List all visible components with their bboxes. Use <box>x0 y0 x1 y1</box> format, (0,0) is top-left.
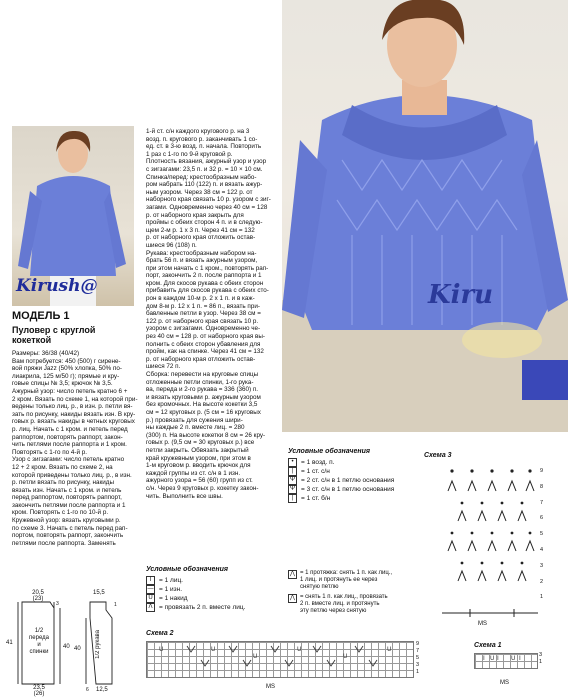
row-number: 9 <box>416 641 420 647</box>
single-crochet-icon: | <box>288 494 297 503</box>
text-line: р. от наборного края отложить остав- <box>146 355 256 363</box>
text-line: и вязать круговыми р. ажурным узором <box>146 393 261 401</box>
text-line: говых р. вязать накиды в четных круговых <box>12 418 135 426</box>
text-line: брать 56 п. и вязать ажурным узором, <box>146 257 258 265</box>
svg-text:U: U <box>159 646 164 653</box>
yarn-over-icon: U <box>146 594 155 603</box>
text-line: Спинка/перед: крестообразным набо- <box>146 173 257 181</box>
text-line: каждой группы из ст. с/н в 1 изн. <box>146 469 241 477</box>
text-line: петлями после раппорта. Заменять <box>12 539 116 547</box>
text-line: с зигзагами: 23,5 п. и 32 р. = 10 × 10 см. <box>146 165 263 173</box>
row-number: 3 <box>539 652 543 658</box>
legend-label: = 1 лиц. <box>159 577 183 584</box>
text-line: 122 р. от наборного края связать 10 р. <box>146 317 259 325</box>
text-line: вой пряжи Jazz (50% хлопка, 50% по- <box>12 365 122 373</box>
text-line: (300) п. На высоте кокетки 8 см = 26 кру- <box>146 431 266 439</box>
text-line: 1-м круговом р. вводить крючок для <box>146 462 251 470</box>
text-line: чить петлями после раппорта и 1 кром. <box>12 441 127 449</box>
text-line: закончить петлями после раппорта и 1 <box>12 501 126 509</box>
text-line: ром набрать 110 (122) п. и вязать ажур- <box>146 181 263 189</box>
text-line: дом 8-м р. 12 х 1 п. = 86 п., вязать при- <box>146 302 260 310</box>
text-line: с/н. Через 9 круговых р. кокетку закон- <box>146 484 259 492</box>
legend-item <box>146 585 286 594</box>
text-line: р. петли вязать по рисунку, накиды <box>12 479 114 487</box>
text-line: без кромочных. На высоте кокетки 3,5 <box>146 401 258 409</box>
text-line: зать по рисунку, накиды вязать изн. В кру- <box>12 410 136 418</box>
row-number: 3 <box>540 562 544 569</box>
text-line: пройм, как на спинке. Через 41 см = 132 <box>146 348 264 356</box>
text-line: бавленные петли в узор. Через 38 см = <box>146 310 261 318</box>
front-height-total: 41 <box>6 640 13 646</box>
text-line: шиеся 72 п. <box>146 363 181 371</box>
text-line: рез 40 см = 128 р. от наборного края вы- <box>146 333 266 341</box>
text-line: Плотность вязания, ажурный узор и узор <box>146 158 267 166</box>
text-line: шиеся 96 (108) п. <box>146 241 197 249</box>
text-line: р.) провязать для сужения шири- <box>146 416 243 424</box>
legend-label: = 1 изн. <box>159 586 183 593</box>
row-number: 1 <box>416 669 420 675</box>
front-bottom-width: 23,5 (26) <box>33 685 45 697</box>
legend-item <box>288 458 428 467</box>
svg-text:I: I <box>483 655 485 662</box>
text-line: полнить с обеих сторон убавления для <box>146 340 261 348</box>
legend-label: = 1 накид <box>159 595 188 602</box>
svg-text:U: U <box>211 646 216 653</box>
sl1-k2tog-psso-icon: ⋀ <box>288 594 297 603</box>
text-line: раппортом, повторять раппорт, закон- <box>12 433 123 441</box>
text-line: возд. п. кругового р. заканчивать 1 со- <box>146 135 258 143</box>
text-line: р. от наборного края закрыть для <box>146 211 244 219</box>
sleeve-notch-b: 6 <box>86 687 89 693</box>
instructions-column-1 <box>12 350 142 547</box>
front-height-body: 40 <box>63 644 70 650</box>
text-line: ажурного узора = 56 (60) групп из ст. <box>146 477 253 485</box>
text-line: Повторять с 1-го по 4-й р. <box>12 448 87 456</box>
text-line: прибавить для скосов рукава с обеих сто- <box>146 287 269 295</box>
sleeve-bottom-width: 12,5 <box>96 687 108 693</box>
text-line: Узор с зигзагами: число петель кратно <box>12 456 125 464</box>
text-line: 1 раз с 1-го по 9-й круговой р. <box>146 150 233 158</box>
text-line: Размеры: 36/38 (40/42) <box>12 350 80 357</box>
row-number: 9 <box>540 468 544 474</box>
text-line: р. от наборного края отложить остав- <box>146 234 256 242</box>
legend-crochet: Условные обозначения • = 1 возд. п. | = 1 ст. с/н Ψ = 2 ст. с/н в 1 петлю основания Ψ = 3 ст. с/н в 1 петлю основания | = 1 ст. б/н <box>288 448 428 503</box>
schema-2-title: Схема 2 <box>146 630 174 637</box>
text-line: по схеме 3. Начать с петель перед рап- <box>12 524 128 532</box>
legend-item <box>146 576 286 585</box>
legend-item <box>146 594 286 603</box>
row-number: 1 <box>539 659 543 665</box>
front-piece-label: 1/2 переда и спинки <box>29 628 49 655</box>
text-line: 12 + 2 кром. Вязать по схеме 2, на <box>12 463 113 471</box>
legend-label: = провязать 2 п. вместе лиц. <box>159 604 246 611</box>
row-number: 4 <box>540 546 544 553</box>
text-line: кром. Повторять с 1-го по 10-й р. <box>12 509 109 517</box>
row-number: 1 <box>540 594 544 601</box>
knit-stitch-icon: I <box>146 576 155 585</box>
double-crochet-icon: | <box>288 467 297 476</box>
row-number: 3 <box>416 662 420 668</box>
text-line: край кружевным узором, при этом в <box>146 454 251 462</box>
schema-1-chart <box>474 653 538 669</box>
svg-text:U: U <box>490 655 495 662</box>
chain-stitch-icon: • <box>288 458 297 467</box>
legend-label: = 1 ст. с/н <box>301 468 330 475</box>
model-subtitle: Пуловер с круглой кокеткой <box>12 325 96 345</box>
schema-3-chart <box>442 463 538 623</box>
text-line: говые спицы № 3,5; крючок № 3,5. <box>12 380 113 388</box>
schema-3-title: Схема 3 <box>424 452 452 459</box>
row-number: 2 <box>540 578 544 585</box>
text-line: вязать изн. Начать с 1 кром. и петель <box>12 486 122 494</box>
legend-item <box>288 485 428 494</box>
text-line: 1-й ст. с/н каждого кругового р. на 3 <box>146 128 250 135</box>
schema-2-chart <box>146 641 414 678</box>
purl-stitch-icon: — <box>147 586 154 592</box>
svg-text:U: U <box>343 653 348 660</box>
text-line: рон в каждом 10-м р. 2 х 1 п. и в каж- <box>146 295 255 303</box>
schema-3-repeat-label: MS <box>478 621 487 627</box>
legend-label: = 3 ст. с/н в 1 петлю основания <box>301 486 395 493</box>
legend-label: = 2 ст. с/н в 1 петлю основания <box>301 477 395 484</box>
text-line: проймы с обеих сторон 4 п. и в следую- <box>146 219 263 227</box>
text-line: 2 кром. Вязать по схеме 1, на которой при- <box>12 395 138 403</box>
sleeve-piece-label: 1/2 рукава <box>95 630 101 659</box>
text-line: Рукава: крестообразным набором на- <box>146 249 257 257</box>
text-line: ва, переда и 2-го рукава = 336 (360) п. <box>146 386 259 394</box>
three-dc-in-one-icon: Ψ <box>289 486 295 492</box>
front-armhole: 3 <box>56 601 59 607</box>
watermark-large: Kiru <box>428 280 494 310</box>
model-title: МОДЕЛЬ 1 <box>12 310 70 322</box>
row-number: 5 <box>416 655 420 661</box>
sleeve-notch-a: 1 <box>114 602 117 608</box>
sl1-k1-psso-icon: ⋀ <box>288 570 297 579</box>
legend-label: = 1 возд. п. <box>301 459 335 466</box>
model-photo-large <box>282 0 568 432</box>
schema-1-repeat-label: MS <box>500 680 509 686</box>
text-line: отложенные петли спинки, 1-го рука- <box>146 378 254 386</box>
sleeve-height: 40 <box>74 646 81 652</box>
text-line: ным узором. Через 38 см = 122 р. от <box>146 188 253 196</box>
legend-item <box>146 603 286 612</box>
text-line: перед раппортом, повторять раппорт, <box>12 494 122 502</box>
sleeve-top-width: 15,5 <box>93 590 105 596</box>
text-line: р. лиц. Начать с 1 кром. и петель перед <box>12 425 128 433</box>
text-line: ны каждые 2 п. вместе лиц. = 280 <box>146 424 245 432</box>
text-line: лиакрила, 125 м/50 г); прямые и кру- <box>12 372 120 380</box>
text-line: ед. ст. в 3-ю возд. п. начала. Повторить <box>146 143 262 151</box>
text-line: при этом начать с 1 кром., повторять рап- <box>146 264 269 272</box>
text-line: чить. Выполнить все швы. <box>146 492 223 500</box>
row-number: 5 <box>540 531 544 538</box>
row-number: 6 <box>540 515 544 522</box>
model-photo-small <box>12 126 134 306</box>
schema-3-row-numbers <box>540 464 543 606</box>
schema-1-row-numbers <box>539 652 542 666</box>
text-line: говых р. (9,5 см = 30 круговых р.) все <box>146 439 255 447</box>
row-number: 7 <box>416 648 420 654</box>
legend-label: = 1 ст. б/н <box>301 495 331 502</box>
schema-2-row-numbers <box>416 641 419 676</box>
text-line: Сборка: перевести на круговые спицы <box>146 371 259 378</box>
text-line: щем 2-м р. 1 х 3 п. Через 41 см = 132 <box>146 226 255 234</box>
k2tog-icon: Λ <box>146 603 155 612</box>
legend-item <box>288 494 428 503</box>
svg-text:U: U <box>297 646 302 653</box>
text-line: см = 12 круговых р. (5 см = 16 круговых <box>146 408 261 416</box>
front-top-width: 20,5 (23) <box>32 590 44 602</box>
text-line: которой приведены только лиц. р., в изн. <box>12 471 132 479</box>
text-line: портом, повторять раппорт, закончить <box>12 532 124 540</box>
legend-item <box>288 476 428 485</box>
text-line: порт, закончить 2 п. после раппорта и 1 <box>146 272 262 280</box>
text-line: узором с зигзагами. Одновременно че- <box>146 325 261 333</box>
svg-text:I: I <box>519 655 521 662</box>
text-line: Кружевной узор: вязать круговыми р. <box>12 517 121 525</box>
two-dc-in-one-icon: Ψ <box>289 477 295 483</box>
watermark-small: Kirush@ <box>16 276 98 296</box>
text-line: загами. Одновременно через 40 см = 128 <box>146 203 268 211</box>
pattern-pieces <box>0 588 140 699</box>
svg-text:U: U <box>253 653 258 660</box>
legend-knitting: Условные обозначения I = 1 лиц. — = 1 изн. U = 1 накид Λ = провязать 2 п. вместе лиц. <box>146 566 286 612</box>
row-number: 7 <box>540 499 544 506</box>
text-line: петли закрыть. Обвязать закрытый <box>146 446 249 454</box>
schema-1-title: Схема 1 <box>474 642 502 649</box>
row-number: 8 <box>540 483 544 490</box>
text-line: Ажурный узор: число петель кратно 6 + <box>12 387 128 395</box>
text-line: наборного края связать 10 р. узором с зиг- <box>146 196 271 204</box>
svg-text:U: U <box>511 655 516 662</box>
text-line: ведены только лиц. р., в изн. р. петли вя- <box>12 403 133 411</box>
svg-text:I: I <box>497 655 499 662</box>
schema-2-repeat-label: MS <box>266 684 275 690</box>
legend-item <box>288 467 428 476</box>
text-line: Вам потребуется: 450 (500) г сирене- <box>12 357 121 365</box>
legend-decreases: ⋀ = 1 протяжка: снять 1 п. как лиц., 1 лиц. и протянуть ее через снятую петлю ⋀ = снять 1 п. как лиц., провязать 2 п. вместе лиц. и протянуть эту петлю через снятую <box>288 570 438 615</box>
text-line: кром. Для скосов рукава с обеих сторон <box>146 279 264 287</box>
instructions-column-2 <box>146 128 280 500</box>
svg-text:U: U <box>387 646 392 653</box>
